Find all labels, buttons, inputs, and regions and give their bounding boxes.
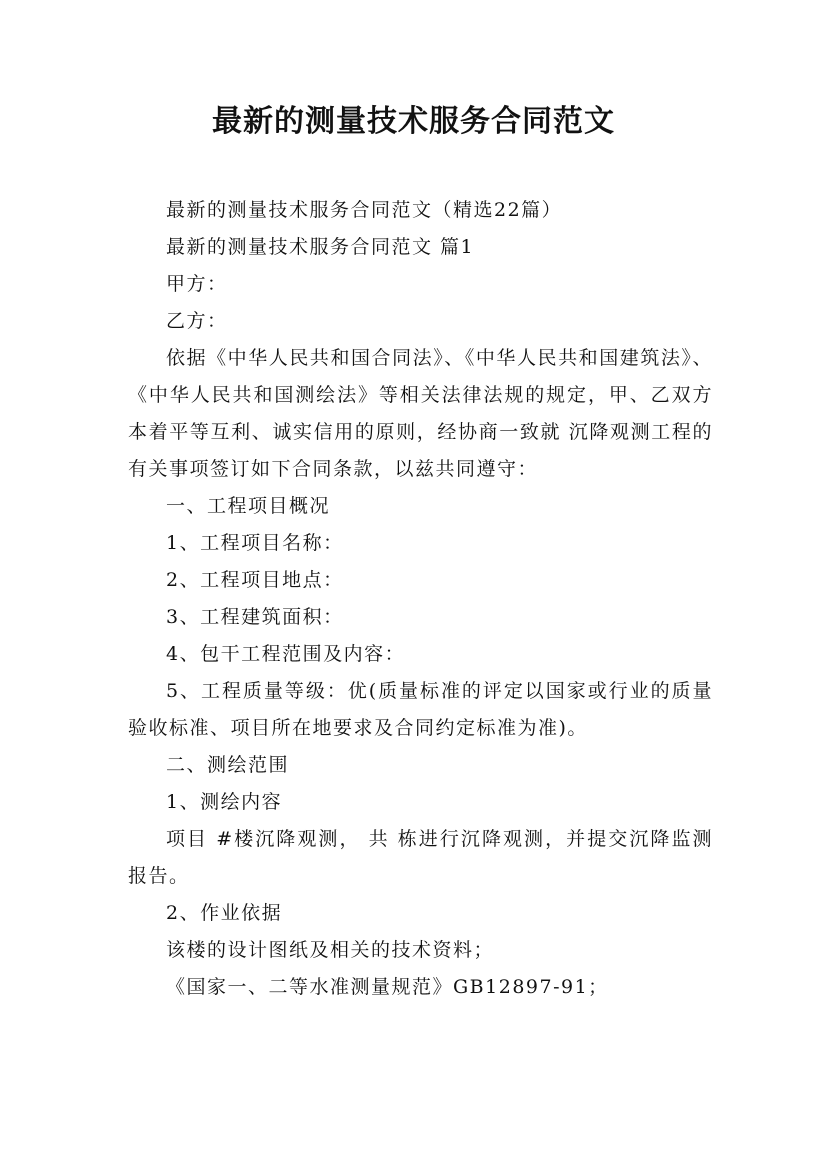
- paragraph-legal-basis: 依据《中华人民共和国合同法》、《中华人民共和国建筑法》、《中华人民共和国测绘法》等相关法律法规的规定，甲、乙双方本着平等互利、诚实信用的原则，经协商一致就 沉降观测工程的有关事项签订如下合同条款，以兹共同遵守：: [128, 347, 713, 480]
- paragraph-standard: 《国家一、二等水准测量规范》GB12897-91；: [166, 976, 609, 998]
- paragraph-section-heading: 最新的测量技术服务合同范文 篇1: [166, 236, 475, 258]
- paragraph-quality-level: 5、工程质量等级：优(质量标准的评定以国家或行业的质量验收标准、项目所在地要求及合同约定标准为准)。: [128, 680, 713, 739]
- paragraph-design-drawings: 该楼的设计图纸及相关的技术资料；: [166, 939, 495, 961]
- document-title: 最新的测量技术服务合同范文: [212, 104, 615, 139]
- paragraph-subtitle: 最新的测量技术服务合同范文（精选22篇）: [166, 199, 563, 221]
- paragraph-project-detail: 项目 #楼沉降观测， 共 栋进行沉降观测，并提交沉降监测报告。: [128, 828, 713, 887]
- paragraph-party-b: 乙方：: [166, 310, 228, 332]
- paragraph-building-area: 3、工程建筑面积：: [166, 606, 344, 628]
- paragraph-scope: 4、包干工程范围及内容：: [166, 643, 406, 665]
- paragraph-project-name: 1、工程项目名称：: [166, 532, 344, 554]
- paragraph-project-overview: 一、工程项目概况: [166, 495, 331, 517]
- paragraph-work-basis: 2、作业依据: [166, 902, 283, 924]
- paragraph-party-a: 甲方：: [166, 273, 228, 295]
- document-body: [128, 192, 713, 1006]
- paragraph-survey-scope: 二、测绘范围: [166, 754, 290, 776]
- paragraph-project-location: 2、工程项目地点：: [166, 569, 344, 591]
- paragraph-survey-content: 1、测绘内容: [166, 791, 283, 813]
